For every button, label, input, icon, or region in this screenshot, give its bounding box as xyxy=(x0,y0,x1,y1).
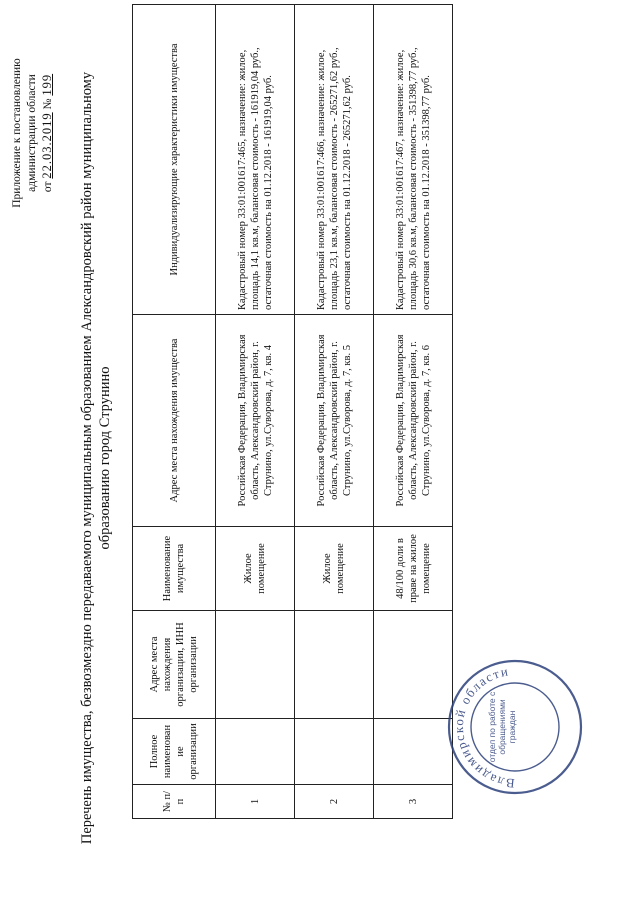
cell-org-address xyxy=(216,611,295,719)
header-characteristics: Индивидуализирующие характеристики имущества xyxy=(133,5,216,315)
cell-org-name xyxy=(216,719,295,785)
cell-number: 1 xyxy=(216,785,295,819)
cell-characteristics: Кадастровый номер 33:01:001617:466, назначение: жилое, площадь 23,1 кв.м, балансовая стоимость - 265271,62 руб., остаточная стоимость на 01.12.2018 - 265271,62 руб. xyxy=(295,5,374,315)
cell-property-address: Российская Федерация, Владимирская область, Александровский район, г. Струнино, ул.Суворова, д. 7, кв. 4 xyxy=(216,315,295,527)
appendix-date-prefix: от xyxy=(42,181,54,193)
appendix-date-line xyxy=(40,13,56,253)
cell-property-address: Российская Федерация, Владимирская область, Александровский район, г. Струнино, ул.Суворова, д. 7, кв. 5 xyxy=(295,315,374,527)
header-property-address: Адрес места нахождения имущества xyxy=(133,315,216,527)
stamp-ring-text: Владимирской области xyxy=(450,663,516,792)
appendix-number: 199 xyxy=(40,73,54,96)
header-property-name: Наименование имущества xyxy=(133,527,216,611)
header-org-address: Адрес места нахождения организации, ИНН организации xyxy=(133,611,216,719)
appendix-line-1: Приложение к постановлению xyxy=(11,58,23,208)
cell-number: 2 xyxy=(295,785,374,819)
table-row xyxy=(216,5,295,819)
cell-property-name: Жилое помещение xyxy=(295,527,374,611)
official-stamp xyxy=(445,657,585,797)
title-line-2: образованию город Струнино xyxy=(97,366,113,550)
property-table xyxy=(132,4,453,819)
stamp-center-text: отдел по работе с обращениями граждан xyxy=(487,691,517,763)
cell-property-address: Российская Федерация, Владимирская область, Александровский район, г. Струнино, ул.Суворова, д. 7, кв. 6 xyxy=(374,315,453,527)
cell-org-name xyxy=(374,719,453,785)
cell-org-address xyxy=(374,611,453,719)
cell-property-name: Жилое помещение xyxy=(216,527,295,611)
table-header-row xyxy=(133,5,216,819)
stamp-center xyxy=(487,691,543,763)
appendix-number-prefix: № xyxy=(42,98,54,110)
header-org-name: Полное наименование организации xyxy=(133,719,216,785)
cell-org-address xyxy=(295,611,374,719)
appendix-date: 22.03.2019 xyxy=(40,112,54,179)
cell-characteristics: Кадастровый номер 33:01:001617:467, назначение: жилое, площадь 30,6 кв.м, балансовая стоимость - 351398,77 руб., остаточная стоимость на 01.12.2018 - 351398,77 руб. xyxy=(374,5,453,315)
cell-property-name: 48/100 доли в праве на жилое помещение xyxy=(374,527,453,611)
appendix-line-2: администрации области xyxy=(26,74,38,192)
cell-number: 3 xyxy=(374,785,453,819)
cell-characteristics: Кадастровый номер 33:01:001617:465, назначение: жилое, площадь 14,1 кв.м, балансовая стоимость - 161919,04 руб., остаточная стоимость на 01.12.2018 - 161919,04 руб. xyxy=(216,5,295,315)
table-row xyxy=(295,5,374,819)
title-line-1: Перечень имущества, безвозмездно передаваемого муниципальным образованием Александровский район муниципальному xyxy=(79,71,95,845)
document-title xyxy=(78,23,114,893)
cell-org-name xyxy=(295,719,374,785)
table-row xyxy=(374,5,453,819)
header-number: № п/п xyxy=(133,785,216,819)
appendix-header xyxy=(10,13,56,253)
